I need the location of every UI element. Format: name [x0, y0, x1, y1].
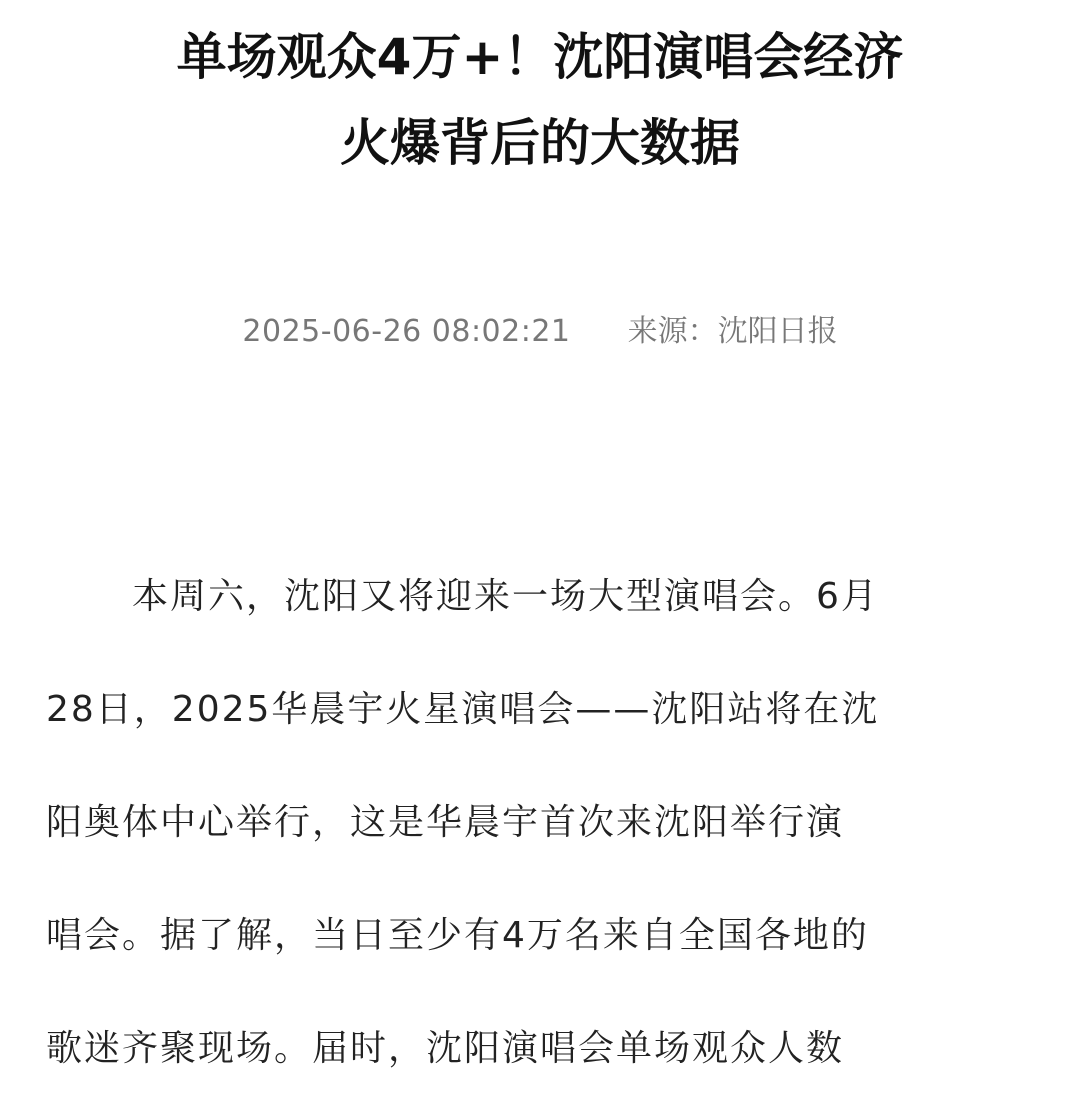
article-body: [46, 540, 1036, 1105]
publish-datetime: 2025-06-26 08:02:21: [242, 314, 571, 349]
article-source: 来源：沈阳日报: [627, 314, 838, 349]
article-title: [40, 14, 1040, 186]
bottom-fade: [0, 1082, 1080, 1104]
article-title-line-1: 单场观众4万+！沈阳演唱会经济: [176, 28, 904, 86]
body-line-2: 28日，2025华晨宇火星演唱会——沈阳站将在沈: [46, 689, 880, 730]
body-line-5: 歌迷齐聚现场。届时，沈阳演唱会单场观众人数: [46, 1028, 845, 1069]
body-line-4: 唱会。据了解，当日至少有4万名来自全国各地的: [46, 915, 869, 956]
article-title-line-2: 火爆背后的大数据: [340, 114, 740, 172]
body-line-1: 本周六，沈阳又将迎来一场大型演唱会。6月: [132, 576, 879, 617]
body-line-3: 阳奥体中心举行，这是华晨宇首次来沈阳举行演: [46, 802, 845, 843]
article-meta: [0, 308, 1080, 356]
